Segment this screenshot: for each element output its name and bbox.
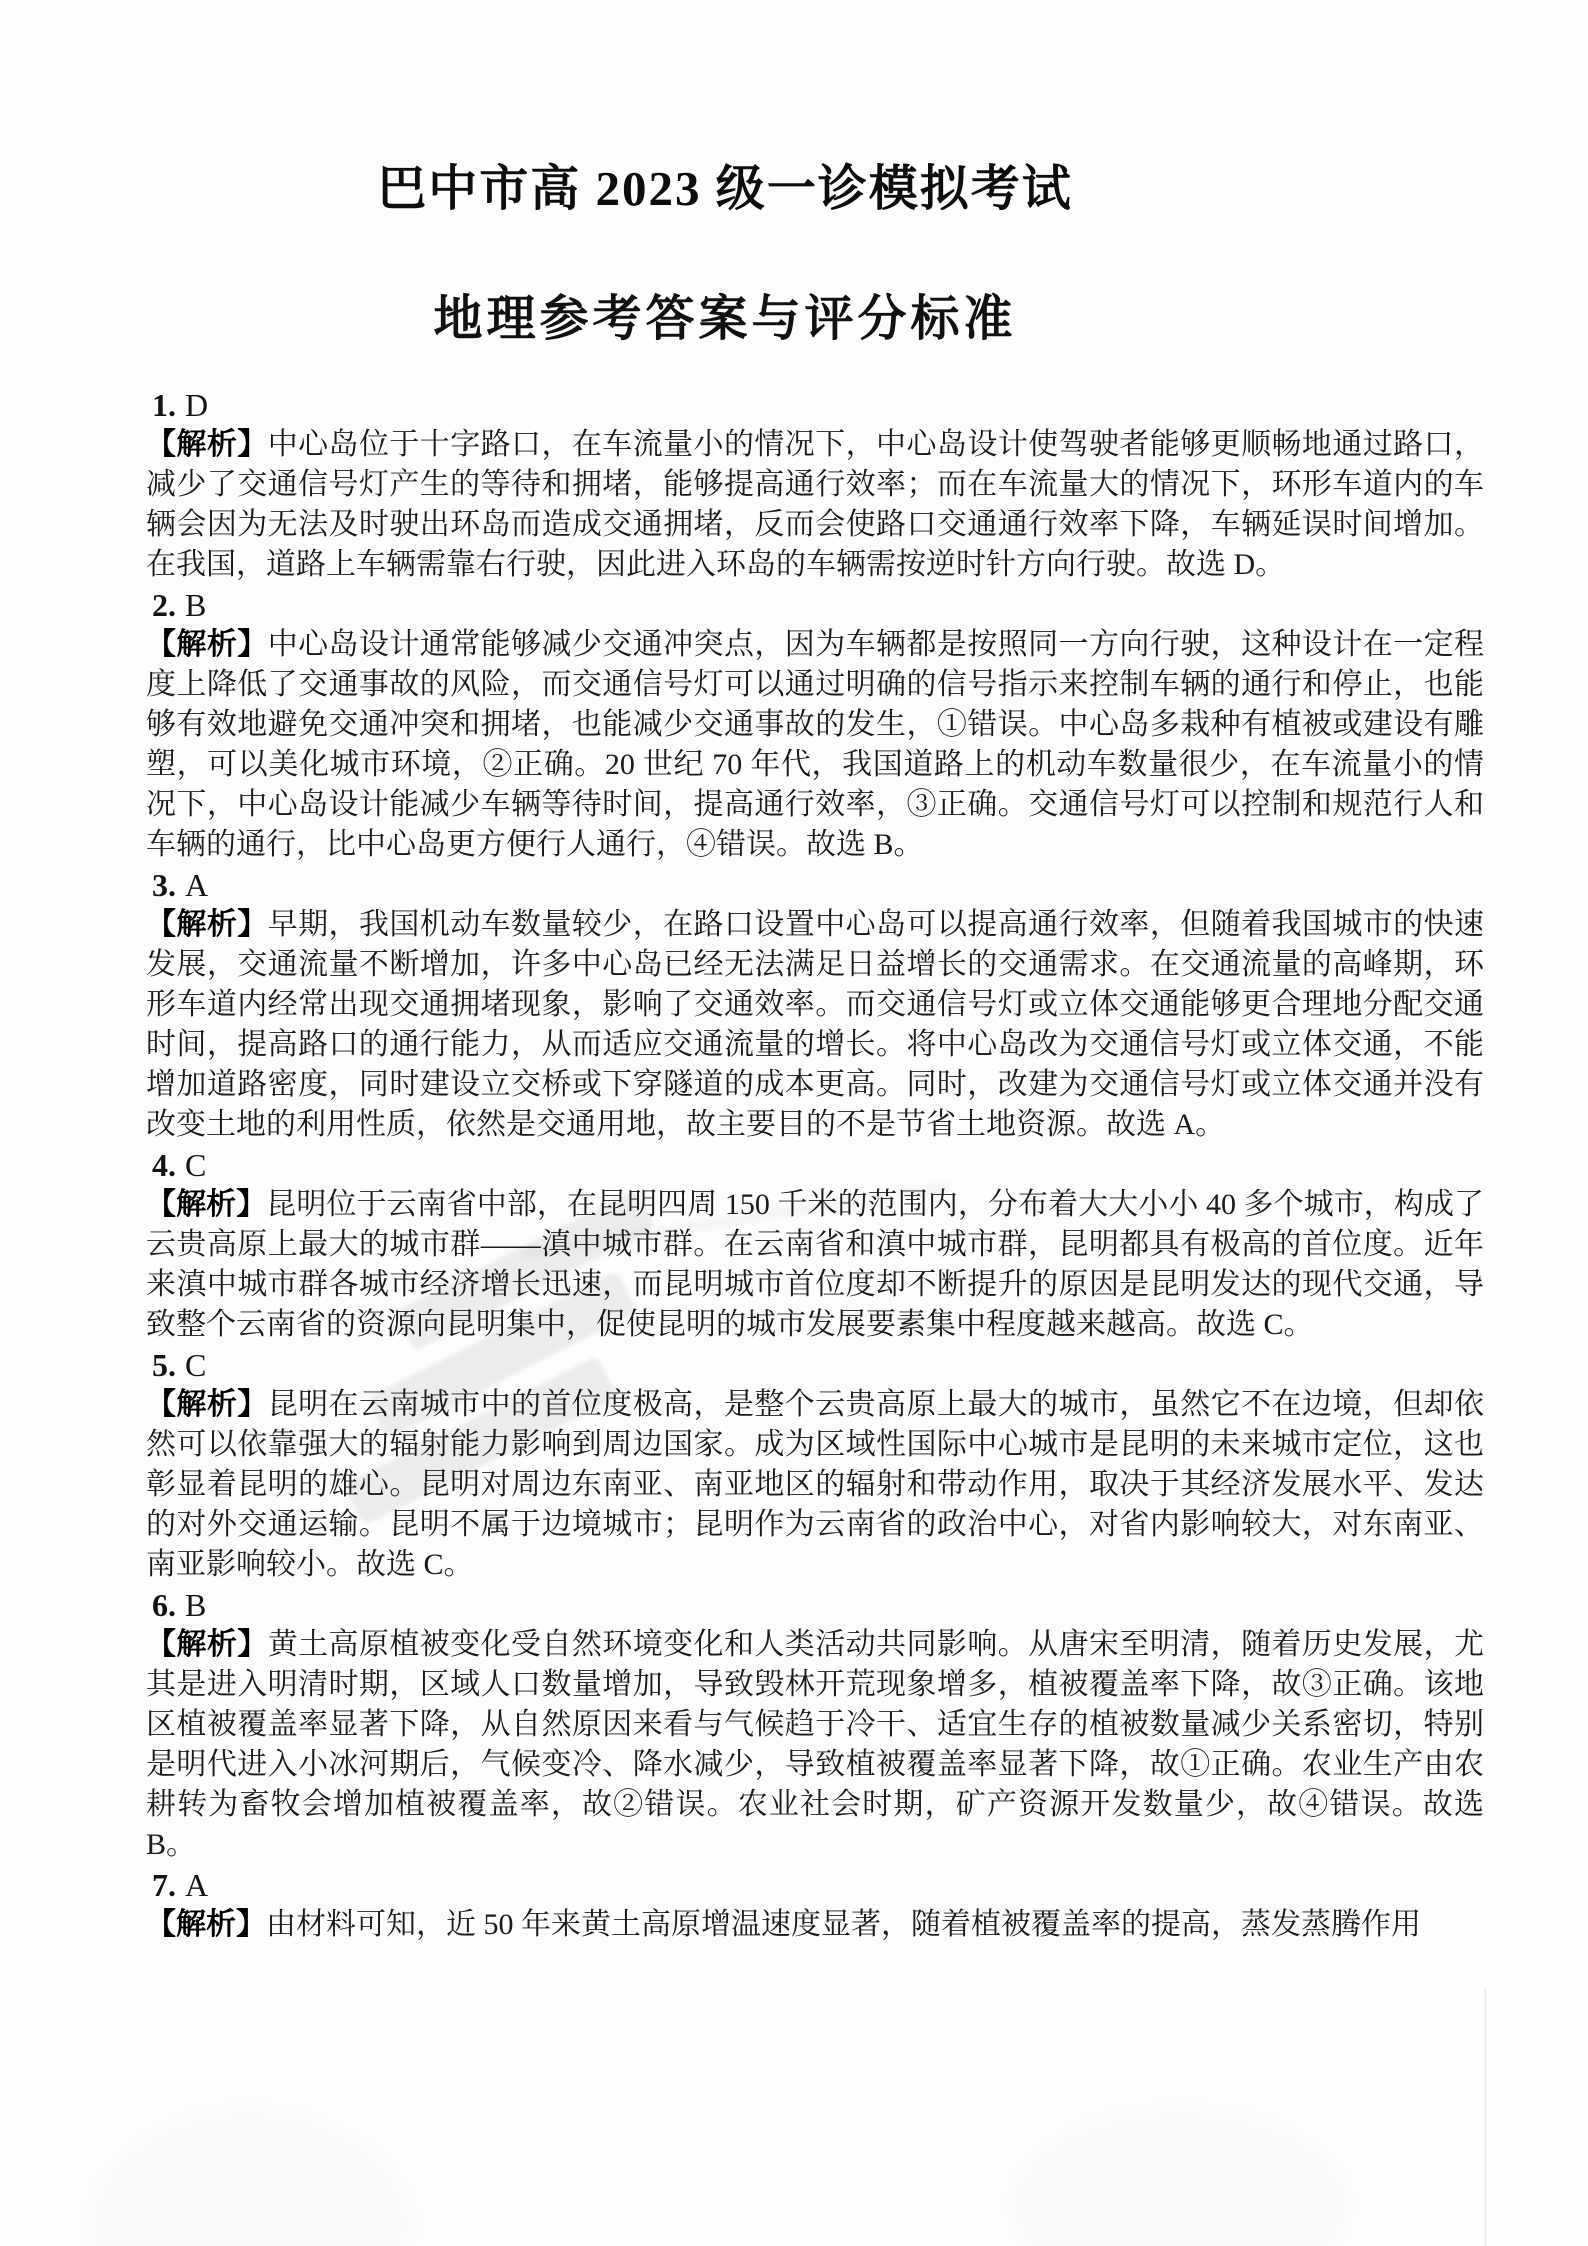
answer-line: [152, 865, 1484, 905]
answer-item-5: [146, 1345, 1484, 1585]
explanation-text: 由材料可知，近 50 年来黄土高原增温速度显著，随着植被覆盖率的提高，蒸发蒸腾作用: [266, 1908, 1421, 1941]
exam-title: 巴中市高 2023 级一诊模拟考试: [377, 161, 1073, 216]
answer-choice: B: [185, 587, 207, 623]
question-number: 3.: [152, 867, 176, 903]
answer-choice: C: [185, 1147, 207, 1183]
explanation: [146, 625, 1484, 865]
answer-item-6: [146, 1585, 1484, 1865]
answer-list: [146, 385, 1484, 1945]
answer-sheet-subtitle: 地理参考答案与评分标准: [433, 291, 1017, 346]
scan-artifact-smudge: [1010, 2110, 1350, 2246]
analysis-label: 【解析】: [146, 1388, 268, 1421]
question-number: 2.: [152, 587, 176, 623]
question-number: 1.: [152, 387, 176, 423]
answer-item-3: [146, 865, 1484, 1145]
answer-choice: C: [185, 1347, 207, 1383]
document-header: [0, 150, 1450, 350]
explanation: [146, 1385, 1484, 1585]
question-number: 6.: [152, 1587, 176, 1623]
explanation-text: 中心岛设计通常能够减少交通冲突点，因为车辆都是按照同一方向行驶，这种设计在一定程度上降低了交通事故的风险，而交通信号灯可以通过明确的信号指示来控制车辆的通行和停止，也能够有效地避免交通冲突和拥堵，也能减少交通事故的发生，①错误。中心岛多栽种有植被或建设有雕塑，可以美化城市环境，②正确。20 世纪 70 年代，我国道路上的机动车数量很少，在车流量小的情况下，中心岛设计能减少车辆等待时间，提高通行效率，③正确。交通信号灯可以控制和规范行人和车辆的通行，比中心岛更方便行人通行，④错误。故选 B。: [146, 628, 1485, 861]
answer-item-7: [146, 1865, 1484, 1945]
explanation-text: 昆明位于云南省中部，在昆明四周 150 千米的范围内，分布着大大小小 40 多个城市，构成了云贵高原上最大的城市群——滇中城市群。在云南省和滇中城市群，昆明都具有极高的首位度。近年来滇中城市群各城市经济增长迅速，而昆明城市首位度却不断提升的原因是昆明发达的现代交通，导致整个云南省的资源向昆明集中，促使昆明的城市发展要素集中程度越来越高。故选 C。: [146, 1188, 1485, 1341]
explanation: [146, 905, 1484, 1145]
scan-artifact-smudge: [90, 2110, 410, 2246]
answer-line: [152, 385, 1484, 425]
answer-line: [152, 1865, 1484, 1905]
answer-line: [152, 1585, 1484, 1625]
answer-choice: D: [185, 387, 209, 423]
answer-item-1: [146, 385, 1484, 585]
analysis-label: 【解析】: [146, 1628, 268, 1661]
answer-choice: B: [185, 1587, 207, 1623]
answer-choice: A: [185, 1867, 209, 1903]
analysis-label: 【解析】: [146, 1188, 267, 1221]
scan-artifact-line: [1484, 1988, 1487, 2246]
answer-item-4: [146, 1145, 1484, 1345]
analysis-label: 【解析】: [146, 1908, 266, 1941]
analysis-label: 【解析】: [146, 428, 268, 461]
explanation: [146, 1185, 1484, 1345]
question-number: 4.: [152, 1147, 176, 1183]
explanation: [146, 425, 1484, 585]
answer-item-2: [146, 585, 1484, 865]
explanation: [146, 1905, 1484, 1945]
question-number: 5.: [152, 1347, 176, 1383]
explanation-text: 早期，我国机动车数量较少，在路口设置中心岛可以提高通行效率，但随着我国城市的快速发展，交通流量不断增加，许多中心岛已经无法满足日益增长的交通需求。在交通流量的高峰期，环形车道内经常出现交通拥堵现象，影响了交通效率。而交通信号灯或立体交通能够更合理地分配交通时间，提高路口的通行能力，从而适应交通流量的增长。将中心岛改为交通信号灯或立体交通，不能增加道路密度，同时建设立交桥或下穿隧道的成本更高。同时，改建为交通信号灯或立体交通并没有改变土地的利用性质，依然是交通用地，故主要目的不是节省土地资源。故选 A。: [146, 908, 1485, 1141]
analysis-label: 【解析】: [146, 628, 268, 661]
analysis-label: 【解析】: [146, 908, 268, 941]
explanation-text: 黄土高原植被变化受自然环境变化和人类活动共同影响。从唐宋至明清，随着历史发展，尤其是进入明清时期，区域人口数量增加，导致毁林开荒现象增多，植被覆盖率下降，故③正确。该地区植被覆盖率显著下降，从自然原因来看与气候趋于冷干、适宜生存的植被数量减少关系密切，特别是明代进入小冰河期后，气候变冷、降水减少，导致植被覆盖率显著下降，故①正确。农业生产由农耕转为畜牧会增加植被覆盖率，故②错误。农业社会时期，矿产资源开发数量少，故④错误。故选 B。: [146, 1628, 1485, 1861]
answer-choice: A: [185, 867, 209, 903]
explanation-text: 昆明在云南城市中的首位度极高，是整个云贵高原上最大的城市，虽然它不在边境，但却依然可以依靠强大的辐射能力影响到周边国家。成为区域性国际中心城市是昆明的未来城市定位，这也彰显着昆明的雄心。昆明对周边东南亚、南亚地区的辐射和带动作用，取决于其经济发展水平、发达的对外交通运输。昆明不属于边境城市；昆明作为云南省的政治中心，对省内影响较大，对东南亚、南亚影响较小。故选 C。: [146, 1388, 1485, 1581]
explanation-text: 中心岛位于十字路口，在车流量小的情况下，中心岛设计使驾驶者能够更顺畅地通过路口，减少了交通信号灯产生的等待和拥堵，能够提高通行效率；而在车流量大的情况下，环形车道内的车辆会因为无法及时驶出环岛而造成交通拥堵，反而会使路口交通通行效率下降，车辆延误时间增加。在我国，道路上车辆需靠右行驶，因此进入环岛的车辆需按逆时针方向行驶。故选 D。: [146, 428, 1485, 581]
answer-line: [152, 1145, 1484, 1185]
explanation: [146, 1625, 1484, 1865]
answer-line: [152, 1345, 1484, 1385]
question-number: 7.: [152, 1867, 176, 1903]
answer-line: [152, 585, 1484, 625]
